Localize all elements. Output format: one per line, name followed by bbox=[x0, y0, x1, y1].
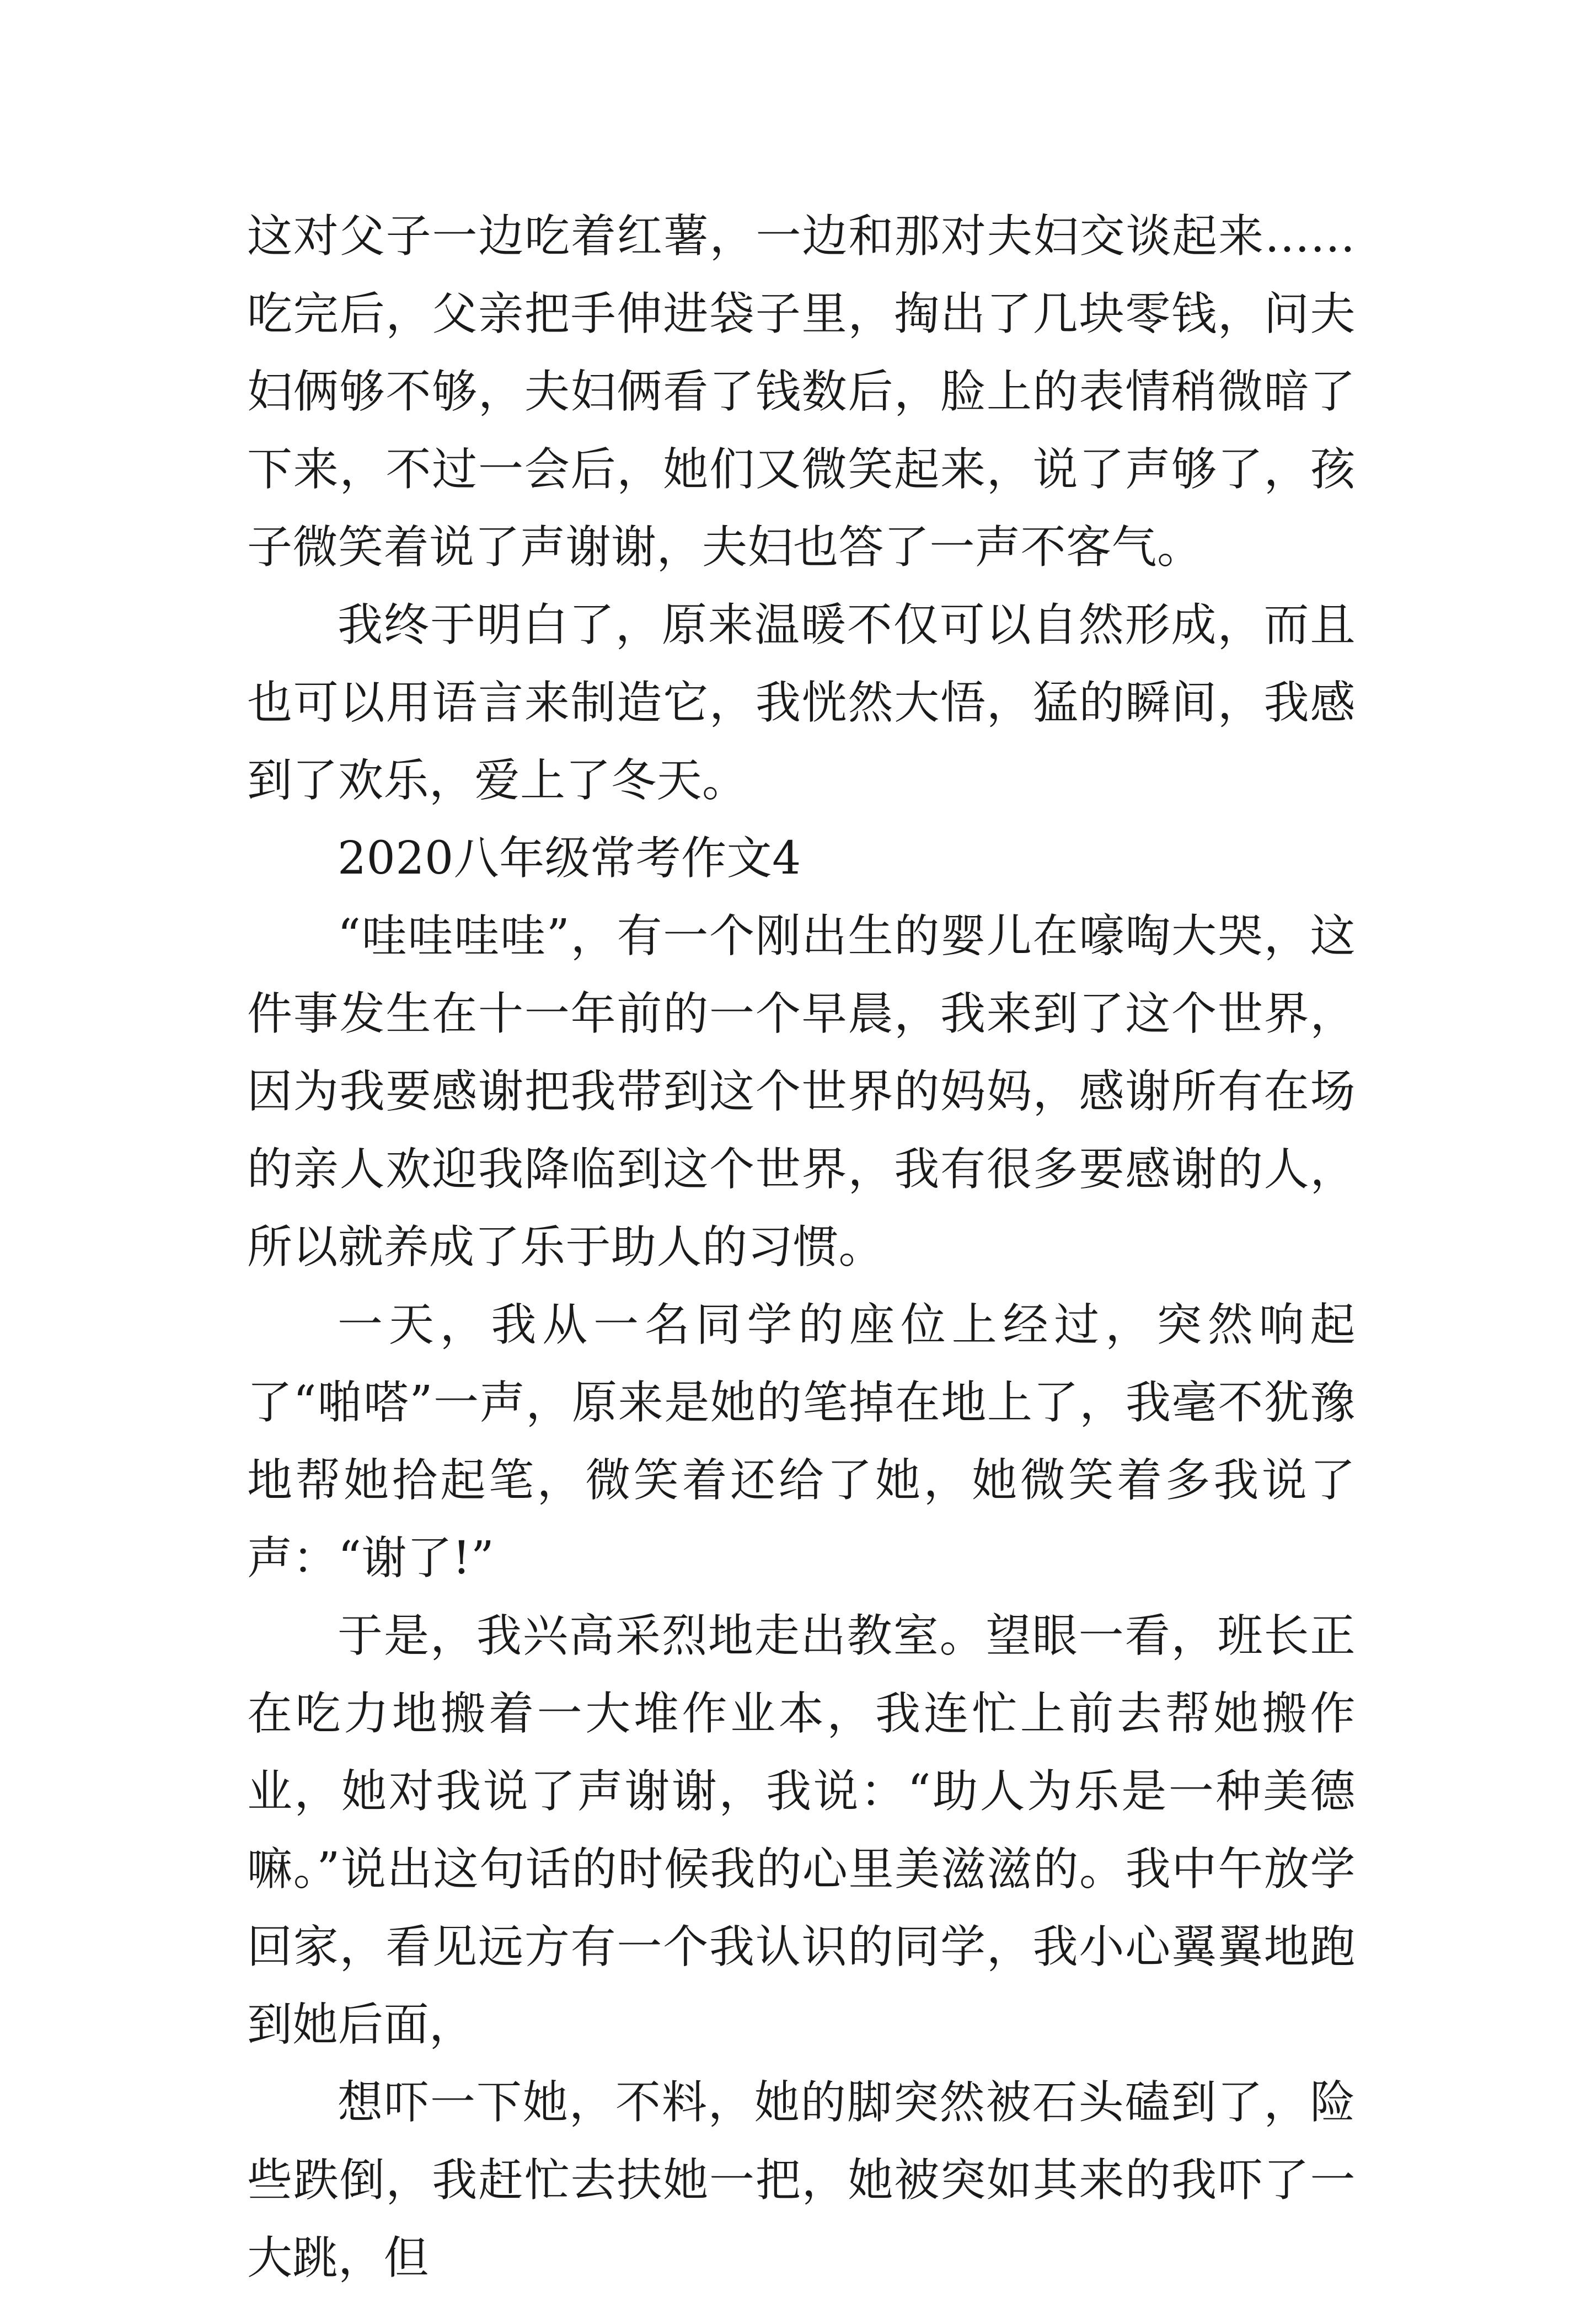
paragraph: “哇哇哇哇”，有一个刚出生的婴儿在嚎啕大哭，这件事发生在十一年前的一个早晨，我来到了这个世界，因为我要感谢把我带到这个世界的妈妈，感谢所有在场的亲人欢迎我降临到这个世界，我有很多要感谢的人，所以就养成了乐于助人的习惯。 bbox=[247, 910, 1356, 1273]
paragraph: 于是，我兴高采烈地走出教室。望眼一看，班长正在吃力地搬着一大堆作业本，我连忙上前去帮她搬作业，她对我说了声谢谢，我说：“助人为乐是一种美德嘛。”说出这句话的时候我的心里美滋滋的。我中午放学回家，看见远方有一个我认识的同学，我小心翼翼地跑到她后面， bbox=[247, 1610, 1356, 2051]
paragraph: 想吓一下她，不料，她的脚突然被石头磕到了，险些跌倒，我赶忙去扶她一把，她被突如其来的我吓了一大跳，但 bbox=[247, 2076, 1356, 2284]
essay-heading: 2020八年级常考作文4 bbox=[338, 832, 801, 885]
paragraph-continuation: 这对父子一边吃着红薯，一边和那对夫妇交谈起来……吃完后，父亲把手伸进袋子里，掏出了几块零钱，问夫妇俩够不够，夫妇俩看了钱数后，脸上的表情稍微暗了下来，不过一会后，她们又微笑起来，说了声够了，孩子微笑着说了声谢谢，夫妇也答了一声不客气。 bbox=[247, 210, 1356, 574]
paragraph: 一天，我从一名同学的座位上经过，突然响起了“啪嗒”一声，原来是她的笔掉在地上了，我毫不犹豫地帮她拾起笔，微笑着还给了她，她微笑着多我说了声：“谢了!” bbox=[247, 1299, 1356, 1584]
paragraph: 我终于明白了，原来温暖不仅可以自然形成，而且也可以用语言来制造它，我恍然大悟，猛的瞬间，我感到了欢乐，爱上了冬天。 bbox=[247, 599, 1356, 807]
document-body bbox=[247, 197, 1356, 2297]
